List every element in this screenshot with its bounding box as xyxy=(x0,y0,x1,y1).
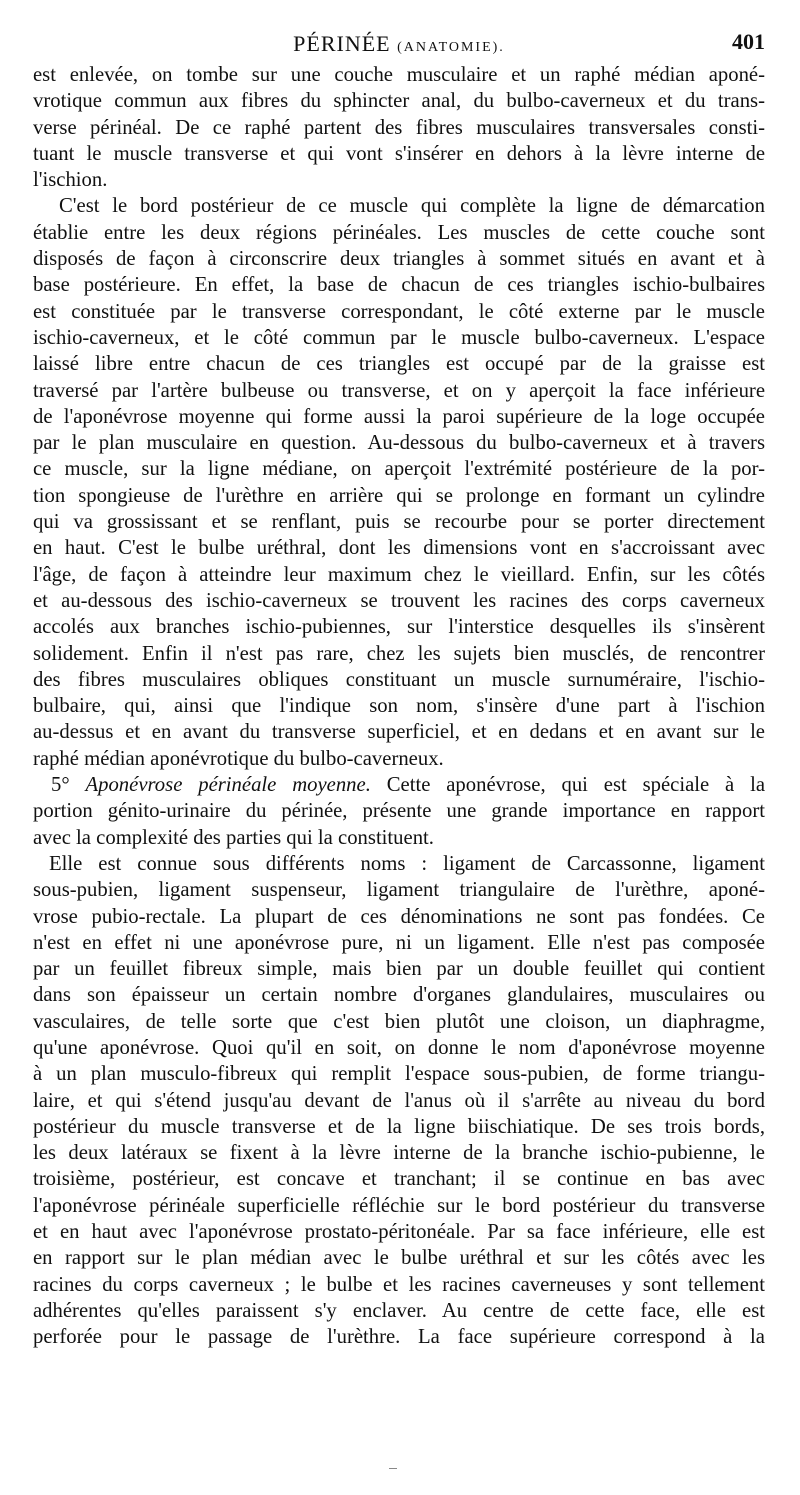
text-line: par le plan musculaire en question. Au-dessous du bulbo-caverneux et à travers xyxy=(33,432,765,455)
text-line: vrose pubio-rectale. La plupart de ces dénominations ne sont pas fondées. Ce xyxy=(33,905,765,928)
text-line: postérieur du muscle transverse et de la ligne biischiatique. De ses trois bords, xyxy=(33,1115,765,1138)
section-title: Aponévrose périnéale moyenne. xyxy=(85,774,371,797)
text-line: tion spongieuse de l'urèthre en arrière qui se prolonge en formant un cylindre xyxy=(33,484,765,507)
paragraph-start-line: Elle est connue sous différents noms : ligament de Carcassonne, ligament xyxy=(49,852,765,875)
paragraph-start-line: C'est le bord postérieur de ce muscle qui complète la ligne de démarcation xyxy=(59,195,765,218)
text-line: en haut. C'est le bulbe uréthral, dont les dimensions vont en s'accroissant avec xyxy=(33,537,765,560)
text-line: troisième, postérieur, est concave et tranchant; il se continue en bas avec xyxy=(33,1168,765,1191)
running-title xyxy=(33,31,765,57)
text-line: en rapport sur le plan médian avec le bulbe uréthral et sur les côtés avec les xyxy=(33,1247,765,1270)
text-line: par un feuillet fibreux simple, mais bien par un double feuillet qui contient xyxy=(33,958,765,981)
text-line: ce muscle, sur la ligne médiane, on aperçoit l'extrémité postérieure de la por- xyxy=(33,458,765,481)
text-line: et en haut avec l'aponévrose prostato-péritonéale. Par sa face inférieure, elle est xyxy=(33,1221,765,1244)
text-line: adhérentes qu'elles paraissent s'y enclaver. Au centre de cette face, elle est xyxy=(33,1299,765,1322)
text-line: laissé libre entre chacun de ces triangles est occupé par de la graisse est xyxy=(33,353,765,376)
text-line: solidement. Enfin il n'est pas rare, chez les sujets bien musclés, de rencontrer xyxy=(33,642,765,665)
text-line: sous-pubien, ligament suspenseur, ligament triangulaire de l'urèthre, aponé- xyxy=(33,879,765,902)
text-line: verse périnéal. De ce raphé partent des fibres musculaires transversales consti- xyxy=(33,116,765,139)
text-line: l'âge, de façon à atteindre leur maximum chez le vieillard. Enfin, sur les côtés xyxy=(33,563,765,586)
text-line: perforée pour le passage de l'urèthre. La face supérieure correspond à la xyxy=(33,1326,765,1349)
text-line: tuant le muscle transverse et qui vont s'insérer en dehors à la lèvre interne de xyxy=(33,142,765,165)
text-line: dans son épaisseur un certain nombre d'organes glandulaires, musculaires ou xyxy=(33,984,765,1007)
running-title-main: PÉRINÉE xyxy=(293,31,391,56)
text-line: au-dessus et en avant du transverse superficiel, et en dedans et en avant sur le xyxy=(33,721,765,744)
text-line: qui va grossissant et se renflant, puis se recourbe pour se porter directement xyxy=(33,511,765,534)
text-line: des fibres musculaires obliques constituant un muscle surnuméraire, l'ischio- xyxy=(33,668,765,691)
text-line: est enlevée, on tombe sur une couche musculaire et un raphé médian aponé- xyxy=(33,64,765,86)
text-line: établie entre les deux régions périnéales. Les muscles de cette couche sont xyxy=(33,221,765,244)
text-line: vasculaires, de telle sorte que c'est bien plutôt une cloison, un diaphragme, xyxy=(33,1010,765,1033)
text-line: bulbaire, qui, ainsi que l'indique son nom, s'insère d'une part à l'ischion xyxy=(33,695,765,718)
text-line: ischio-caverneux, et le côté commun par le muscle bulbo-caverneux. L'espace xyxy=(33,326,765,349)
text-line: vrotique commun aux fibres du sphincter anal, du bulbo-caverneux et du trans- xyxy=(33,90,765,113)
text-line: à un plan musculo-fibreux qui remplit l'espace sous-pubien, de forme triangu- xyxy=(33,1063,765,1086)
text-line: racines du corps caverneux ; le bulbe et les racines caverneuses y sont tellement xyxy=(33,1273,765,1296)
text-line: base postérieure. En effet, la base de chacun de ces triangles ischio-bulbaires xyxy=(33,274,765,297)
text-line: et au-dessous des ischio-caverneux se trouvent les racines des corps caverneux xyxy=(33,589,765,612)
text-line: laire, et qui s'étend jusqu'au devant de l'anus où il s'arrête au niveau du bord xyxy=(33,1089,765,1112)
text-line: raphé médian aponévrotique du bulbo-caverneux. xyxy=(33,747,444,770)
body-text xyxy=(33,62,765,1351)
text-line: de l'aponévrose moyenne qui forme aussi la paroi supérieure de la loge occupée xyxy=(33,405,765,428)
text-line: accolés aux branches ischio-pubiennes, sur l'interstice desquelles ils s'insèrent xyxy=(33,616,765,639)
running-title-paren: (ANATOMIE). xyxy=(397,40,505,55)
text-line: les deux latéraux se fixent à la lèvre interne de la branche ischio-pubienne, le xyxy=(33,1142,765,1165)
page-number: 401 xyxy=(732,29,765,54)
page-mark xyxy=(389,1468,397,1469)
text-line: l'aponévrose périnéale superficielle réfléchie sur le bord postérieur du transverse xyxy=(33,1194,765,1217)
section-intro-text: Cette aponévrose, qui est spéciale à la xyxy=(386,774,766,797)
text-line: l'ischion. xyxy=(33,169,108,192)
running-header xyxy=(33,27,765,61)
text-line: portion génito-urinaire du périnée, présente une grande importance en rapport xyxy=(33,800,765,823)
text-line: n'est en effet ni une aponévrose pure, ni un ligament. Elle n'est pas composée xyxy=(33,931,765,954)
text-line: qu'une aponévrose. Quoi qu'il en soit, on donne le nom d'aponévrose moyenne xyxy=(33,1036,765,1059)
text-line: est constituée par le transverse correspondant, le côté externe par le muscle xyxy=(33,300,765,323)
section-number: 5° xyxy=(51,774,70,797)
section-heading-line xyxy=(33,772,765,798)
text-line: disposés de façon à circonscrire deux triangles à sommet situés en avant et à xyxy=(33,248,765,271)
text-line: traversé par l'artère bulbeuse ou transverse, et on y aperçoit la face inférieure xyxy=(33,379,765,402)
text-line: avec la complexité des parties qui la constituent. xyxy=(33,826,434,849)
